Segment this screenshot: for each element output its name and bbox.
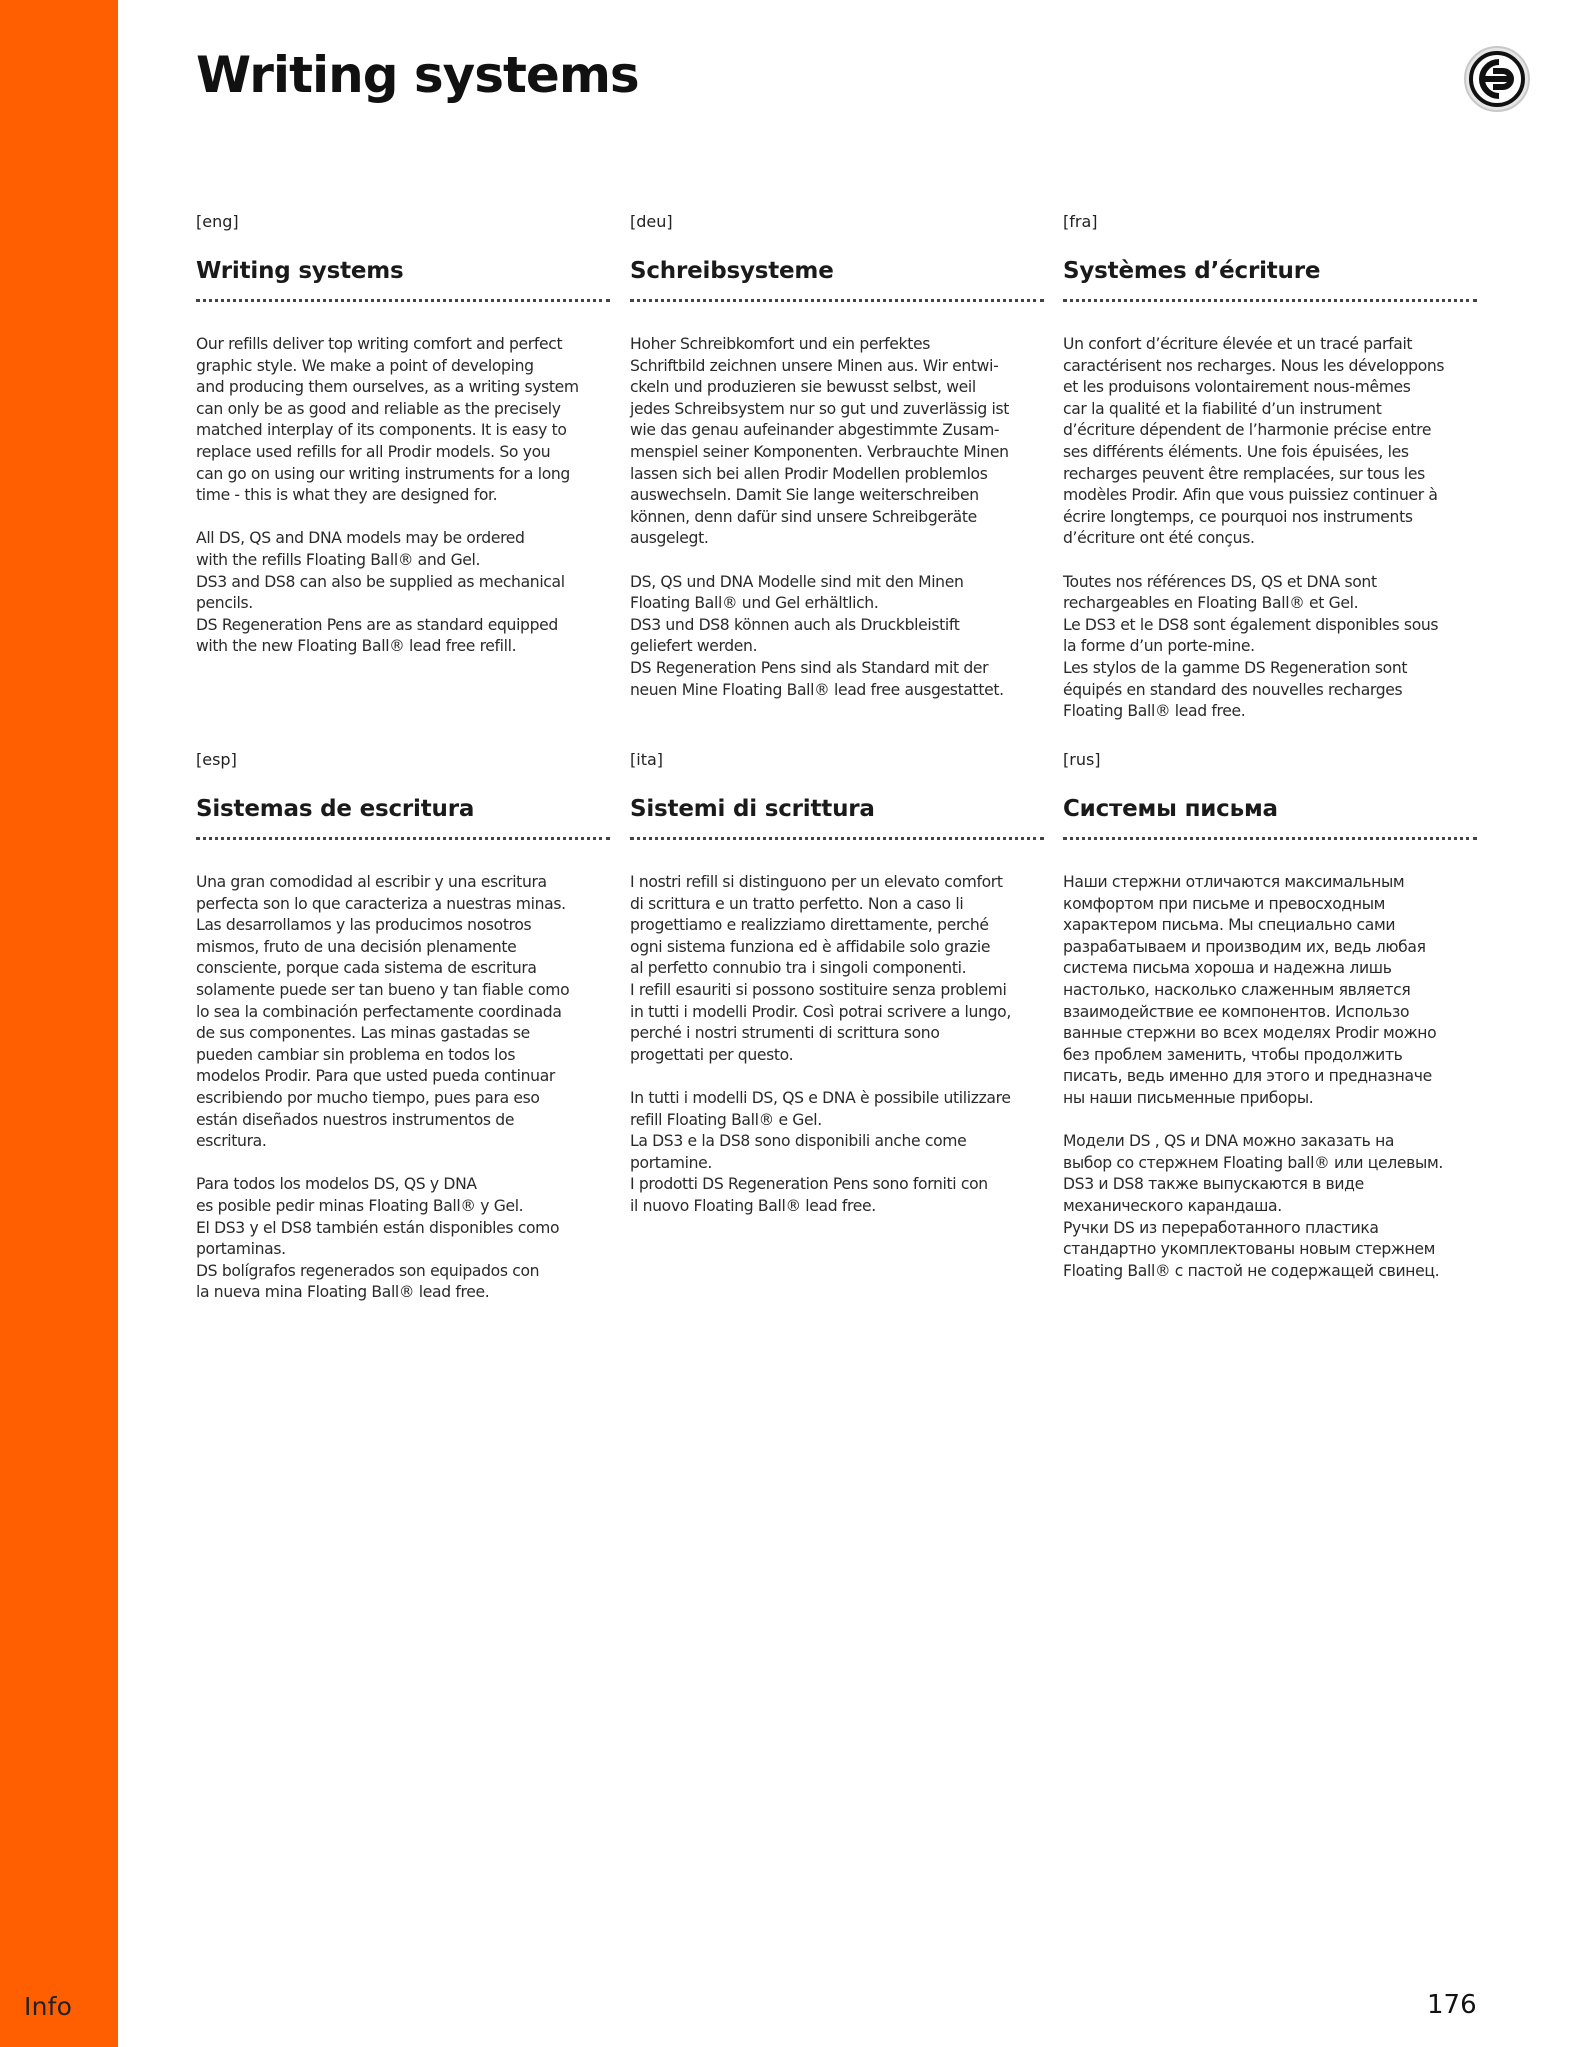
text-line: I prodotti DS Regeneration Pens sono forniti con [630,1175,988,1194]
text-line: portamine. [630,1153,712,1172]
section-rus [1063,750,1477,1304]
paragraph [630,334,1044,550]
text-line: ckeln und produzieren sie bewusst selbst, weil [630,378,976,397]
section-ita [630,750,1044,1239]
text-line: and producing them ourselves, as a writing system [196,378,579,397]
text-line: Schriftbild zeichnen unsere Minen aus. Wir entwi- [630,356,999,375]
language-code: [fra] [1063,212,1098,231]
text-line: pencils. [196,594,253,613]
language-code: [ita] [630,750,664,769]
orange-sidebar [0,0,118,2047]
text-line: caractérisent nos recharges. Nous les développons [1063,356,1445,375]
text-line: progettati per questo. [630,1045,794,1064]
language-code: [rus] [1063,750,1101,769]
text-line: with the refills Floating Ball® and Gel. [196,550,481,569]
text-line: La DS3 e la DS8 sono disponibili anche come [630,1132,967,1151]
text-line: can go on using our writing instruments for a long [196,464,570,483]
text-line: perfecta son lo que caracteriza a nuestras minas. [196,894,566,913]
text-line: система письма хороша и надежна лишь [1063,959,1392,978]
text-line: DS bolígrafos regenerados son equipados con [196,1261,540,1280]
text-line: car la qualité et la fiabilité d’un instrument [1063,399,1382,418]
section-esp [196,750,610,1325]
text-line: Наши стержни отличаются максимальным [1063,873,1405,891]
section-body [1063,872,1477,1282]
text-line: выбор со стержнем Floating ball® или целевым. [1063,1153,1443,1172]
section-eng [196,212,610,680]
dotted-divider [1063,299,1477,302]
section-body [630,334,1044,701]
text-line: können, denn dafür sind unsere Schreibgeräte [630,507,977,526]
text-line: matched interplay of its components. It is easy to [196,421,567,440]
section-deu [630,212,1044,723]
text-line: lo sea la combinación perfectamente coordinada [196,1002,562,1021]
text-line: All DS, QS and DNA models may be ordered [196,529,525,548]
text-line: geliefert werden. [630,637,758,656]
text-line: jedes Schreibsystem nur so gut und zuverlässig ist [630,399,1010,418]
text-line: DS Regeneration Pens are as standard equipped [196,615,558,634]
text-line: Le DS3 et le DS8 sont également disponibles sous [1063,615,1439,634]
paragraph [630,572,1044,702]
text-line: neuen Mine Floating Ball® lead free ausgestattet. [630,680,1004,699]
text-line: разрабатываем и производим их, ведь любая [1063,937,1426,956]
text-line: modelos Prodir. Para que usted pueda continuar [196,1067,555,1086]
text-line: la nueva mina Floating Ball® lead free. [196,1283,490,1302]
text-line: escritura. [196,1132,267,1151]
text-line: perché i nostri strumenti di scrittura sono [630,1024,940,1043]
section-heading: Системы письма [1063,796,1278,822]
text-line: progettiamo e realizziamo direttamente, perché [630,916,989,935]
section-heading: Sistemi di scrittura [630,796,875,822]
sidebar-label: Info [24,1992,73,2021]
text-line: Les stylos de la gamme DS Regeneration sont [1063,658,1408,677]
paragraph [630,1088,1044,1218]
text-line: modèles Prodir. Afin que vous puissiez continuer à [1063,486,1438,505]
text-line: pueden cambiar sin problema en todos los [196,1045,516,1064]
text-line: I refill esauriti si possono sostituire senza problemi [630,980,1007,999]
text-line: Floating Ball® с пастой не содержащей свинец. [1063,1261,1440,1280]
page-title: Writing systems [196,46,639,104]
text-line: DS, QS und DNA Modelle sind mit den Minen [630,572,964,591]
text-line: DS Regeneration Pens sind als Standard mit der [630,658,989,677]
text-line: recharges peuvent être remplacées, sur tous les [1063,464,1425,483]
dotted-divider [1063,837,1477,840]
text-line: replace used refills for all Prodir models. So you [196,442,551,461]
section-heading: Sistemas de escritura [196,796,475,822]
text-line: di scrittura e un tratto perfetto. Non a caso li [630,894,964,913]
text-line: ausgelegt. [630,529,709,548]
paragraph [1063,334,1477,550]
text-line: DS3 и DS8 также выпускаются в виде [1063,1175,1364,1194]
text-line: de sus componentes. Las minas gastadas se [196,1024,530,1043]
section-body [1063,334,1477,723]
text-line: équipés en standard des nouvelles recharges [1063,680,1403,699]
text-line: et les produisons volontairement nous-mêmes [1063,378,1411,397]
text-line: d’écriture dépendent de l’harmonie précise entre [1063,421,1432,440]
text-line: Un confort d’écriture élevée et un tracé parfait [1063,335,1413,353]
text-line: time - this is what they are designed for. [196,486,498,505]
text-line: mismos, fruto de una decisión plenamente [196,937,517,956]
text-line: es posible pedir minas Floating Ball® y Gel. [196,1196,524,1215]
paragraph [1063,872,1477,1110]
text-line: portaminas. [196,1240,286,1259]
text-line: ны наши письменные приборы. [1063,1088,1314,1107]
text-line: Hoher Schreibkomfort und ein perfektes [630,335,931,353]
dotted-divider [630,837,1044,840]
text-line: la forme d’un porte-mine. [1063,637,1255,656]
text-line: graphic style. We make a point of developing [196,356,534,375]
text-line: DS3 and DS8 can also be supplied as mechanical [196,572,565,591]
language-code: [deu] [630,212,673,231]
text-line: wie das genau aufeinander abgestimmte Zusam- [630,421,1000,440]
text-line: Ручки DS из переработанного пластика [1063,1218,1379,1237]
section-body [196,334,610,658]
text-line: I nostri refill si distinguono per un elevato comfort [630,873,1003,891]
dotted-divider [196,299,610,302]
language-code: [esp] [196,750,237,769]
text-line: комфортом при письме и превосходным [1063,894,1386,913]
section-heading: Writing systems [196,258,404,284]
paragraph [1063,572,1477,723]
text-line: DS3 und DS8 können auch als Druckbleistift [630,615,960,634]
text-line: писать, ведь именно для этого и предназначе [1063,1067,1432,1086]
text-line: rechargeables en Floating Ball® et Gel. [1063,594,1359,613]
text-line: can only be as good and reliable as the precisely [196,399,561,418]
text-line: настолько, насколько слаженным является [1063,980,1411,999]
text-line: in tutti i modelli Prodir. Così potrai scrivere a lungo, [630,1002,1011,1021]
dotted-divider [196,837,610,840]
text-line: Para todos los modelos DS, QS y DNA [196,1175,477,1194]
paragraph [196,334,610,507]
paragraph [196,1174,610,1304]
text-line: écrire longtemps, ce pourquoi nos instruments [1063,507,1413,526]
text-line: consciente, porque cada sistema de escritura [196,959,537,978]
text-line: ogni sistema funziona ed è affidabile solo grazie [630,937,991,956]
text-line: ванные стержни во всех моделях Prodir можно [1063,1024,1437,1043]
text-line: with the new Floating Ball® lead free refill. [196,637,517,656]
text-line: refill Floating Ball® e Gel. [630,1110,822,1129]
section-fra [1063,212,1477,744]
section-heading: Systèmes d’écriture [1063,258,1321,284]
text-line: характером письма. Мы специально сами [1063,916,1396,935]
text-line: Модели DS , QS и DNA можно заказать на [1063,1132,1395,1151]
text-line: lassen sich bei allen Prodir Modellen problemlos [630,464,988,483]
text-line: Floating Ball® und Gel erhältlich. [630,594,879,613]
section-heading: Schreibsysteme [630,258,834,284]
language-code: [eng] [196,212,239,231]
dotted-divider [630,299,1044,302]
text-line: взаимодействие ее компонентов. Использо [1063,1002,1410,1021]
text-line: стандартно укомплектованы новым стержнем [1063,1240,1436,1259]
text-line: menspiel seiner Komponenten. Verbrauchte Minen [630,442,1009,461]
paragraph [196,528,610,658]
text-line: Floating Ball® lead free. [1063,702,1246,721]
text-line: Our refills deliver top writing comfort and perfect [196,335,563,353]
text-line: auswechseln. Damit Sie lange weiterschreiben [630,486,979,505]
paragraph [1063,1131,1477,1282]
section-body [630,872,1044,1218]
text-line: In tutti i modelli DS, QS e DNA è possibile utilizzare [630,1088,1011,1107]
text-line: Toutes nos références DS, QS et DNA sont [1063,572,1377,591]
paragraph [630,872,1044,1066]
text-line: están diseñados nuestros instrumentos de [196,1110,515,1129]
text-line: механического карандаша. [1063,1196,1282,1215]
text-line: El DS3 y el DS8 también están disponibles como [196,1218,560,1237]
prodir-logo-icon [1463,45,1531,113]
page-number: 176 [1427,1990,1477,2020]
text-line: Una gran comodidad al escribir y una escritura [196,873,547,891]
text-line: escribiendo por mucho tiempo, pues para eso [196,1088,540,1107]
text-line: без проблем заменить, чтобы продолжить [1063,1045,1403,1064]
text-line: al perfetto connubio tra i singoli componenti. [630,959,967,978]
text-line: d’écriture ont été conçus. [1063,529,1255,548]
paragraph [196,872,610,1153]
text-line: Las desarrollamos y las producimos nosotros [196,916,532,935]
section-body [196,872,610,1304]
text-line: ses différents éléments. Une fois épuisées, les [1063,442,1409,461]
text-line: solamente puede ser tan bueno y tan fiable como [196,980,570,999]
text-line: il nuovo Floating Ball® lead free. [630,1196,876,1215]
